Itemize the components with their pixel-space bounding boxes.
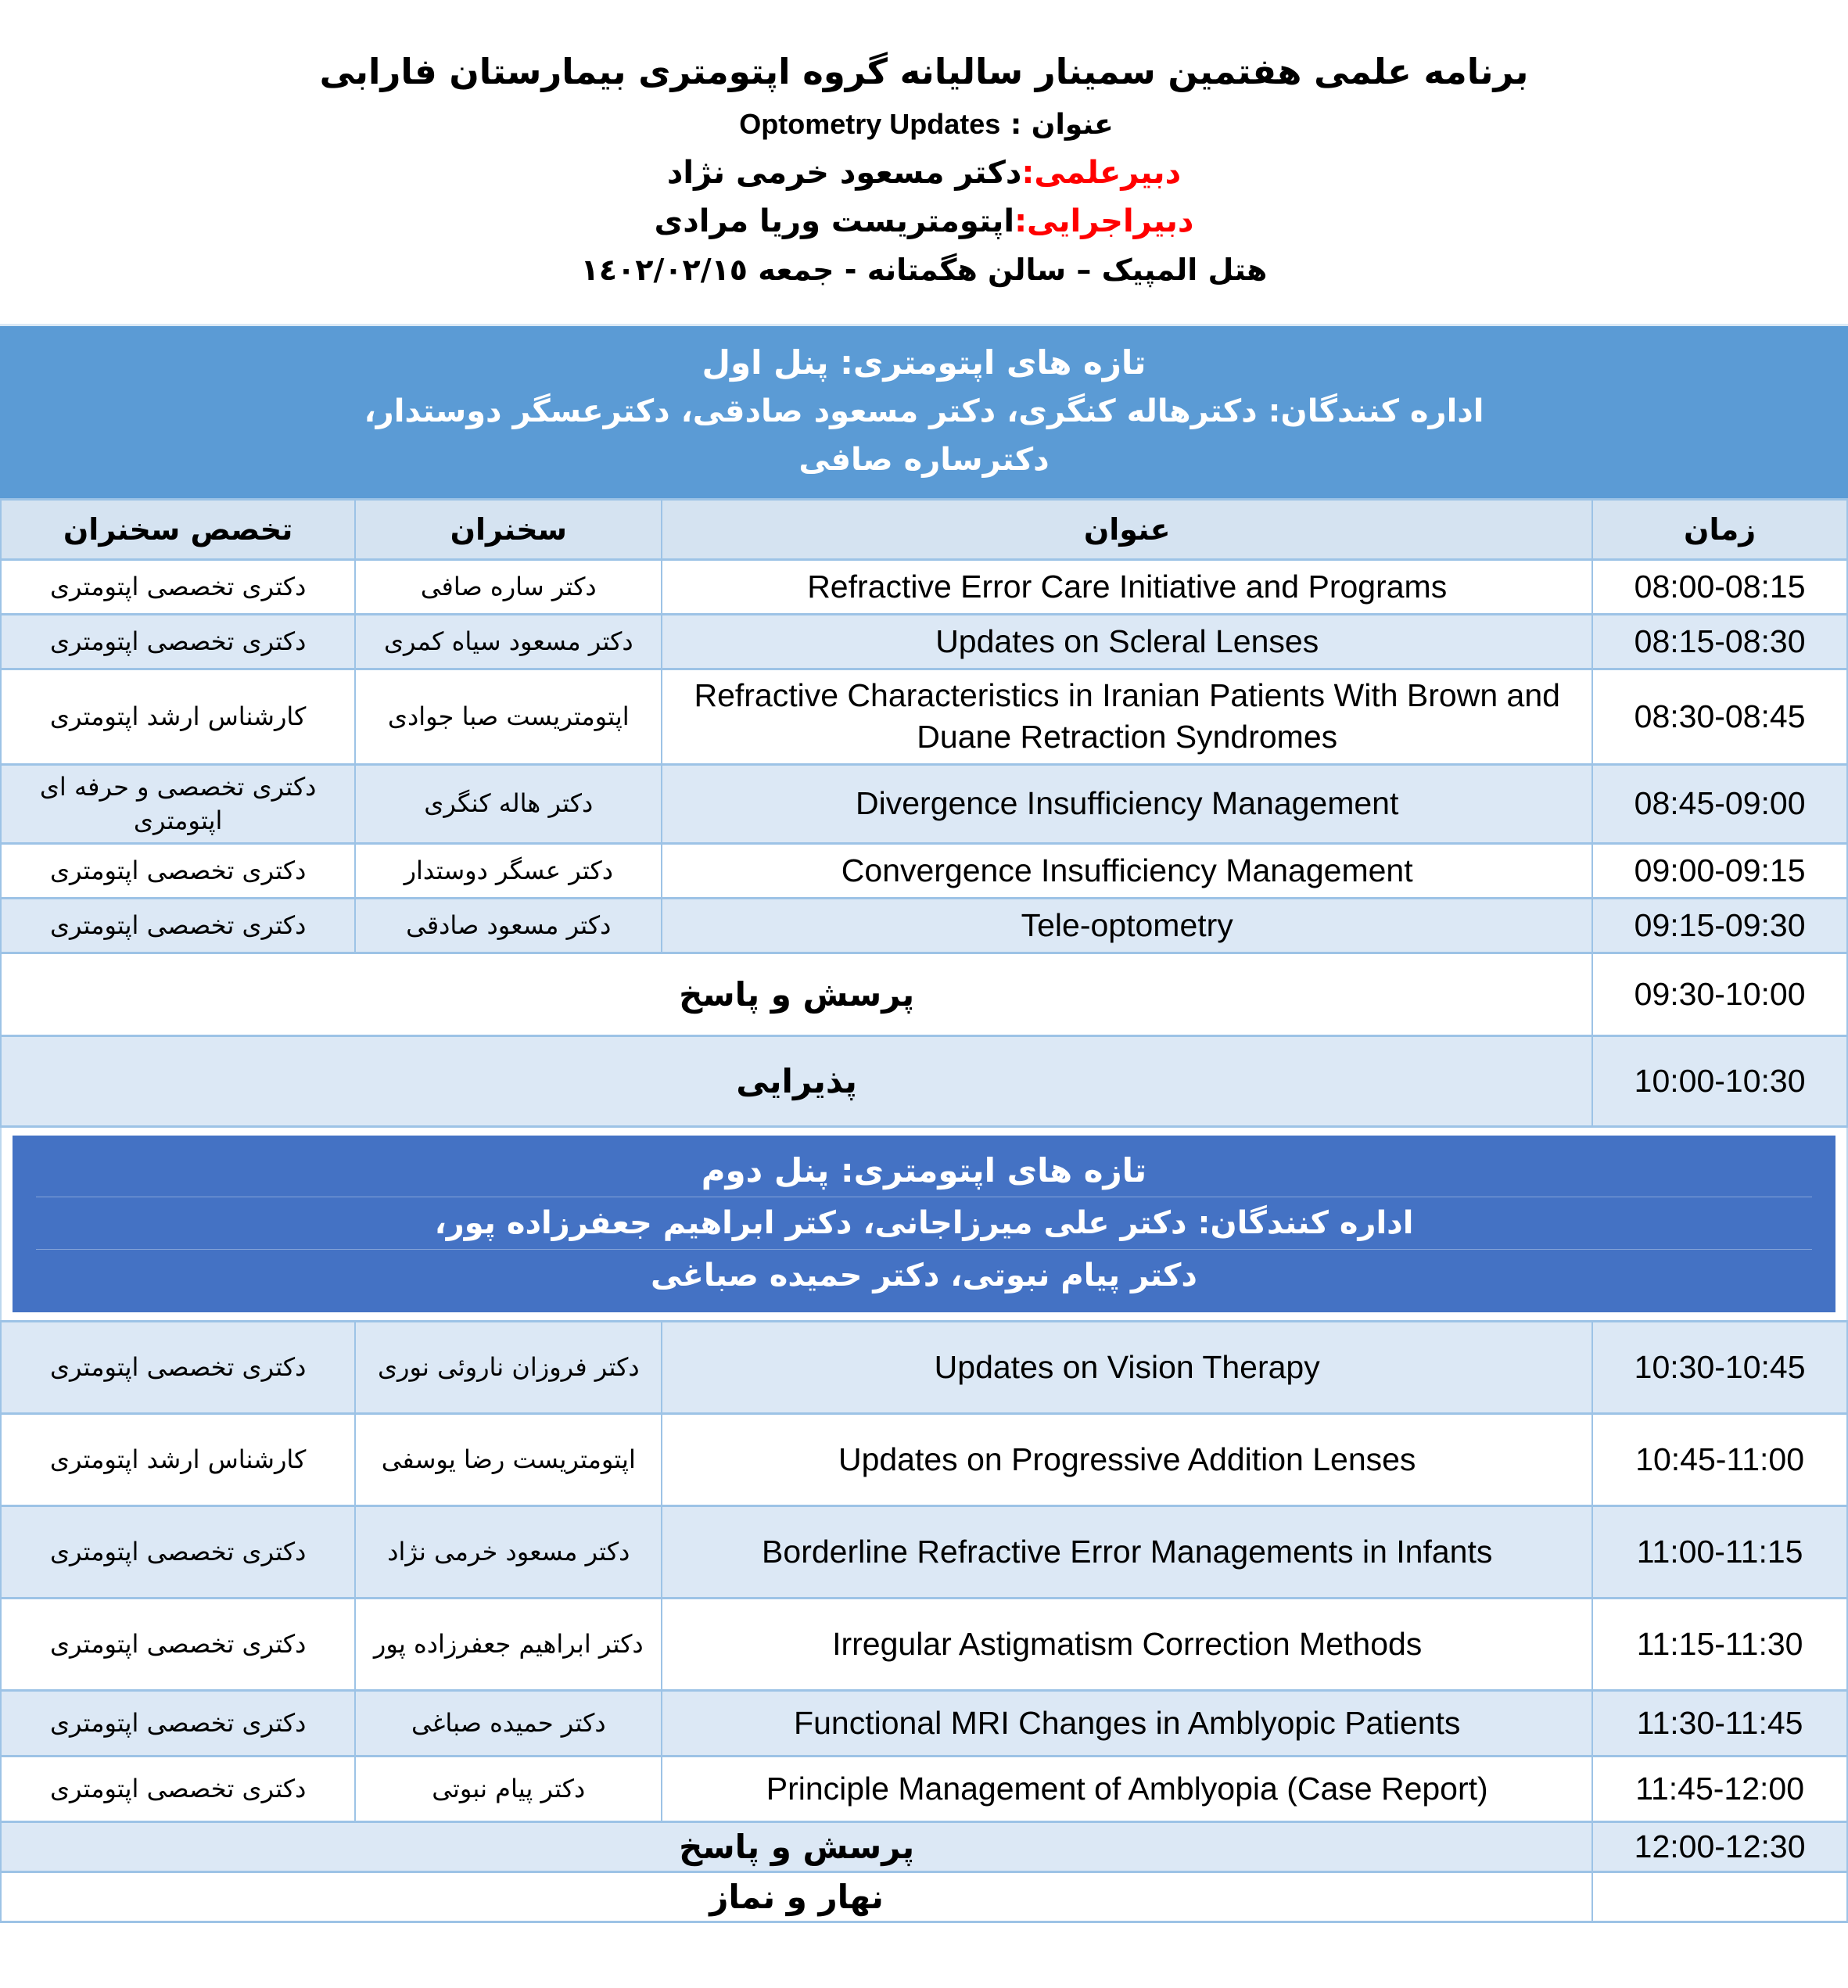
title-cell: Principle Management of Amblyopia (Case Report) <box>662 1756 1592 1821</box>
scientific-secretary-label: دبیرعلمی: <box>1021 155 1182 191</box>
executive-secretary-name: اپتومتریست وریا مرادی <box>654 203 1015 239</box>
panel-2-header <box>13 1136 1835 1312</box>
session-row <box>1 843 1847 898</box>
executive-secretary-label: دبیراجرایی: <box>1014 203 1194 239</box>
title-cell: Divergence Insufficiency Management <box>662 764 1592 843</box>
time-cell: 08:00-08:15 <box>1592 560 1847 615</box>
lunch-label: نهار و نماز <box>1 1871 1592 1922</box>
title-block <box>31 43 1817 294</box>
time-cell: 11:45-12:00 <box>1592 1756 1847 1821</box>
session-row <box>1 1321 1847 1413</box>
panel-1-heading: تازه های اپتومتری: پنل اول <box>702 343 1146 382</box>
time-cell: 08:15-08:30 <box>1592 615 1847 669</box>
speaker-cell: دکتر عسگر دوستدار <box>355 843 662 898</box>
title-cell: Functional MRI Changes in Amblyopic Patients <box>662 1690 1592 1756</box>
qa-row <box>1 953 1847 1035</box>
specialty-cell: دکتری تخصصی اپتومتری <box>1 1690 355 1756</box>
title-cell: Updates on Progressive Addition Lenses <box>662 1413 1592 1505</box>
title-cell: Refractive Error Care Initiative and Programs <box>662 560 1592 615</box>
title-cell: Borderline Refractive Error Managements in Infants <box>662 1505 1592 1598</box>
time-cell: 10:45-11:00 <box>1592 1413 1847 1505</box>
panel-2-moderators-line-1: اداره کنندگان: دکتر علی میرزاجانی، دکتر ابراهیم جعفرزاده پور، <box>36 1197 1812 1249</box>
session-row <box>1 1756 1847 1821</box>
subtitle-line <box>31 101 1817 149</box>
time-cell: 09:15-09:30 <box>1592 898 1847 953</box>
speaker-cell: دکتر مسعود صادقی <box>355 898 662 953</box>
time-cell: 09:00-09:15 <box>1592 843 1847 898</box>
specialty-cell: دکتری تخصصی و حرفه ای اپتومتری <box>1 764 355 843</box>
session-row <box>1 669 1847 765</box>
session-row <box>1 1413 1847 1505</box>
time-cell: 08:30-08:45 <box>1592 669 1847 765</box>
title-cell: Tele-optometry <box>662 898 1592 953</box>
specialty-cell: دکتری تخصصی اپتومتری <box>1 615 355 669</box>
speaker-cell: دکتر حمیده صباغی <box>355 1690 662 1756</box>
speaker-cell: دکتر مسعود سیاه کمری <box>355 615 662 669</box>
specialty-cell: دکتری تخصصی اپتومتری <box>1 1505 355 1598</box>
title-cell: Irregular Astigmatism Correction Methods <box>662 1598 1592 1690</box>
speaker-cell: اپتومتریست صبا جوادی <box>355 669 662 765</box>
title-cell: Convergence Insufficiency Management <box>662 843 1592 898</box>
title-cell: Updates on Vision Therapy <box>662 1321 1592 1413</box>
panel-1-header <box>0 324 1848 498</box>
column-header-time: زمان <box>1592 500 1847 560</box>
qa-row <box>1 1821 1847 1871</box>
reception-row <box>1 1035 1847 1126</box>
panel-2-moderators-line-2: دکتر پیام نبوتی، دکتر حمیده صباغی <box>36 1249 1812 1301</box>
specialty-cell: کارشناس ارشد اپتومتری <box>1 1413 355 1505</box>
time-cell <box>1592 1871 1847 1922</box>
column-header-specialty: تخصص سخنران <box>1 500 355 560</box>
session-row <box>1 1690 1847 1756</box>
time-cell: 11:15-11:30 <box>1592 1598 1847 1690</box>
session-row <box>1 1598 1847 1690</box>
scientific-secretary-line <box>31 149 1817 197</box>
document-title: برنامه علمی هفتمین سمینار سالیانه گروه اپتومتری بیمارستان فارابی <box>319 51 1529 92</box>
panel-1-moderators-line-1: اداره کنندگان: دکترهاله کنگری، دکتر مسعود صادقی، دکترعسگر دوستدار، <box>364 393 1484 429</box>
time-cell: 09:30-10:00 <box>1592 953 1847 1035</box>
qa-label: پرسش و پاسخ <box>1 1821 1592 1871</box>
title-cell: Refractive Characteristics in Iranian Patients With Brown and Duane Retraction Syndromes <box>662 669 1592 765</box>
session-row <box>1 898 1847 953</box>
time-cell: 08:45-09:00 <box>1592 764 1847 843</box>
lunch-row <box>1 1871 1847 1922</box>
session-row <box>1 615 1847 669</box>
session-row <box>1 764 1847 843</box>
speaker-cell: دکتر هاله کنگری <box>355 764 662 843</box>
panel-1-moderators-line-2: دکترساره صافی <box>798 442 1050 478</box>
panel-2-heading: تازه های اپتومتری: پنل دوم <box>701 1150 1147 1190</box>
session-row <box>1 1505 1847 1598</box>
specialty-cell: دکتری تخصصی اپتومتری <box>1 1756 355 1821</box>
specialty-cell: دکتری تخصصی اپتومتری <box>1 1321 355 1413</box>
reception-label: پذیرایی <box>1 1035 1592 1126</box>
panel-1-schedule-table <box>0 498 1848 1128</box>
speaker-cell: دکتر ساره صافی <box>355 560 662 615</box>
panel-2-header-row <box>0 1128 1848 1320</box>
speaker-cell: دکتر ابراهیم جعفرزاده پور <box>355 1598 662 1690</box>
specialty-cell: دکتری تخصصی اپتومتری <box>1 898 355 953</box>
column-header-speaker: سخنران <box>355 500 662 560</box>
table-header-row <box>1 500 1847 560</box>
time-cell: 11:30-11:45 <box>1592 1690 1847 1756</box>
column-header-title: عنوان <box>662 500 1592 560</box>
speaker-cell: دکتر فروزان ناروئی نوری <box>355 1321 662 1413</box>
specialty-cell: دکتری تخصصی اپتومتری <box>1 843 355 898</box>
speaker-cell: دکتر پیام نبوتی <box>355 1756 662 1821</box>
speaker-cell: دکتر مسعود خرمی نژاد <box>355 1505 662 1598</box>
specialty-cell: دکتری تخصصی اپتومتری <box>1 560 355 615</box>
qa-label: پرسش و پاسخ <box>1 953 1592 1035</box>
session-row <box>1 560 1847 615</box>
time-cell: 11:00-11:15 <box>1592 1505 1847 1598</box>
time-cell: 12:00-12:30 <box>1592 1821 1847 1871</box>
executive-secretary-line <box>31 197 1817 246</box>
scientific-secretary-name: دکتر مسعود خرمی نژاد <box>666 155 1022 191</box>
specialty-cell: دکتری تخصصی اپتومتری <box>1 1598 355 1690</box>
title-cell: Updates on Scleral Lenses <box>662 615 1592 669</box>
time-cell: 10:30-10:45 <box>1592 1321 1847 1413</box>
speaker-cell: اپتومتریست رضا یوسفی <box>355 1413 662 1505</box>
panel-2-schedule-table <box>0 1320 1848 1923</box>
subtitle-label: عنوان : <box>1010 109 1114 141</box>
venue-date-line: هتل المپیک – سالن هگمتانه - جمعه ١٤٠٢/٠٢/١٥ <box>580 253 1268 287</box>
specialty-cell: کارشناس ارشد اپتومتری <box>1 669 355 765</box>
subtitle-value: Optometry Updates <box>739 108 1001 140</box>
time-cell: 10:00-10:30 <box>1592 1035 1847 1126</box>
